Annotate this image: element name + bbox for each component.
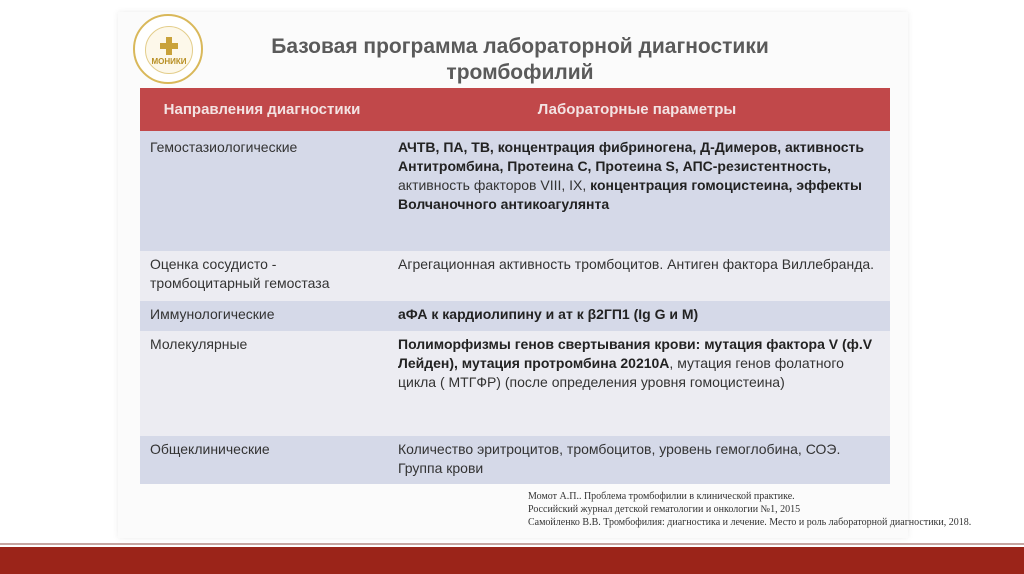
params-bold: концентрация гомоцистеина, эффекты Волчаночного антикоагулянта	[398, 177, 862, 212]
params-bold: аФА к кардиолипину и ат к β2ГП1 (Ig G и M)	[398, 306, 699, 322]
direction-cell: Молекулярные	[140, 331, 384, 436]
params-normal: активность факторов VIII, IX,	[398, 177, 587, 193]
parameters-cell	[384, 331, 890, 436]
table-header-row	[140, 88, 890, 131]
header-directions: Направления диагностики	[140, 88, 384, 131]
direction-cell: Иммунологические	[140, 301, 384, 331]
moniki-logo	[133, 14, 203, 84]
diagnostics-table	[140, 88, 890, 484]
table-row	[140, 331, 890, 436]
bottom-divider	[0, 543, 1024, 545]
direction-cell: Гемостазиологические	[140, 131, 384, 251]
table-row	[140, 436, 890, 484]
source-line: Российский журнал детской гематологии и онкологии №1, 2015	[528, 504, 801, 515]
parameters-cell: Агрегационная активность тромбоцитов. Антиген фактора Виллебранда.	[384, 251, 890, 301]
slide-title: Базовая программа лабораторной диагностики тромбофилий	[271, 35, 769, 84]
direction-cell: Общеклинические	[140, 436, 384, 484]
source-line: Момот А.П.. Проблема тромбофилии в клинической практике.	[528, 491, 795, 502]
logo-cross-horizontal	[160, 43, 178, 49]
parameters-cell: Количество эритроцитов, тромбоцитов, уровень гемоглобина, СОЭ. Группа крови	[384, 436, 890, 484]
logo-emblem	[145, 26, 193, 74]
direction-cell: Оценка сосудисто - тромбоцитарный гемостаза	[140, 251, 384, 301]
bottom-bar	[0, 547, 1024, 574]
parameters-cell	[384, 131, 890, 251]
table-row	[140, 301, 890, 331]
header-parameters: Лабораторные параметры	[384, 88, 890, 131]
table-row	[140, 131, 890, 251]
params-normal: , мутация генов фолатного цикла ( МТГФР) (после определения уровня гомоцистеина)	[398, 355, 844, 390]
source-line: Самойленко В.В. Тромбофилия: диагностика и лечение. Место и роль лабораторной диагностики, 2018.	[528, 517, 972, 528]
table-row	[140, 251, 890, 301]
logo-text: МОНИКИ	[151, 57, 187, 66]
params-bold: АЧТВ, ПА, ТВ, концентрация фибриногена, Д-Димеров, активность Антитромбина, Протеина С, Протеина S, АПС-резистентность,	[398, 139, 864, 174]
parameters-cell	[384, 301, 890, 331]
sources-block	[528, 490, 998, 529]
params-bold: Полиморфизмы генов свертывания крови: мутация фактора V (ф.V Лейден), мутация протромбина 20210А	[398, 336, 873, 371]
